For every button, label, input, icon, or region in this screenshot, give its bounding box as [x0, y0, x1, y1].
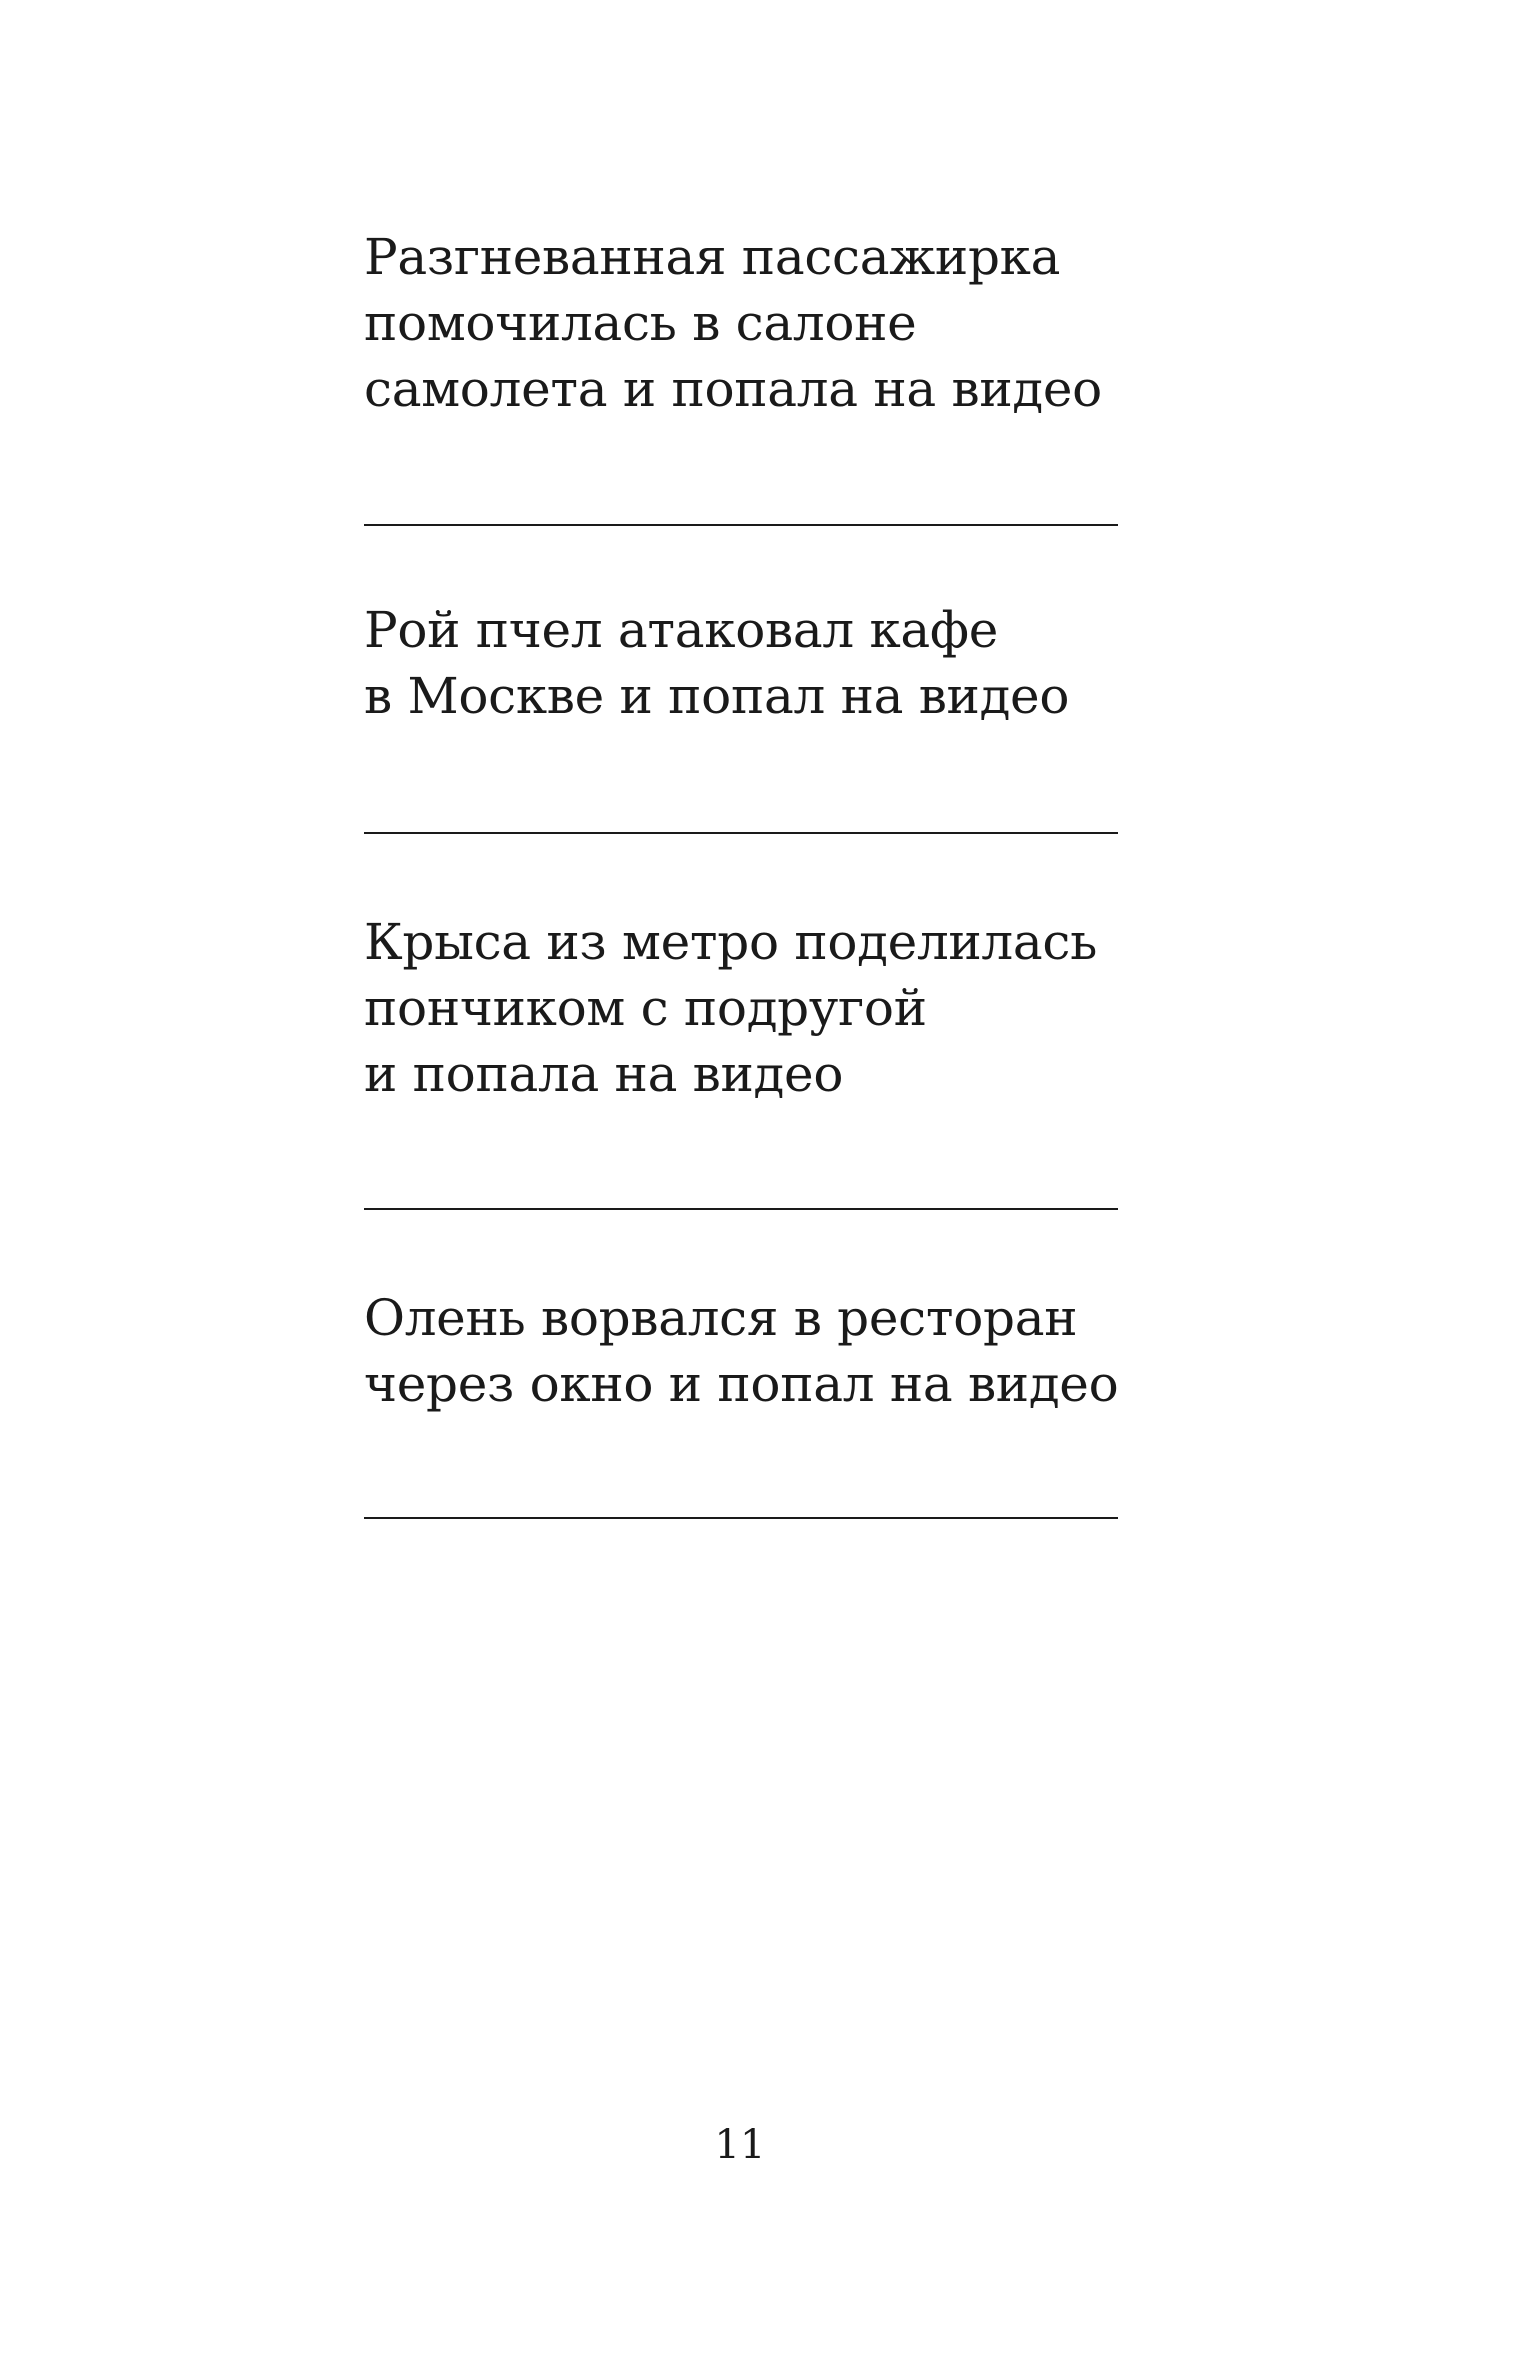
headline-1-line-1: Разгневанная пассажирка — [364, 228, 1061, 286]
headline-2-line-2: в Москве и попал на видео — [364, 667, 1070, 725]
headline-4-line-2: через окно и попал на видео — [364, 1355, 1119, 1413]
divider-line — [364, 1517, 1118, 1519]
headline-1 — [364, 224, 1124, 422]
headline-3 — [364, 909, 1124, 1107]
headline-2 — [364, 597, 1124, 729]
headline-3-line-2: пончиком с подругой — [364, 979, 927, 1037]
page-number: 11 — [714, 2122, 766, 2168]
headline-4-line-1: Олень ворвался в ресторан — [364, 1289, 1078, 1347]
headline-3-line-1: Крыса из метро поделилась — [364, 913, 1098, 971]
headline-2-line-1: Рой пчел атаковал кафе — [364, 601, 999, 659]
headline-1-line-2: помочилась в салоне — [364, 294, 917, 352]
divider-line — [364, 1208, 1118, 1210]
headline-3-line-3: и попала на видео — [364, 1045, 844, 1103]
divider-line — [364, 832, 1118, 834]
headline-1-line-3: самолета и попала на видео — [364, 360, 1102, 418]
divider-line — [364, 524, 1118, 526]
headline-4 — [364, 1285, 1124, 1417]
